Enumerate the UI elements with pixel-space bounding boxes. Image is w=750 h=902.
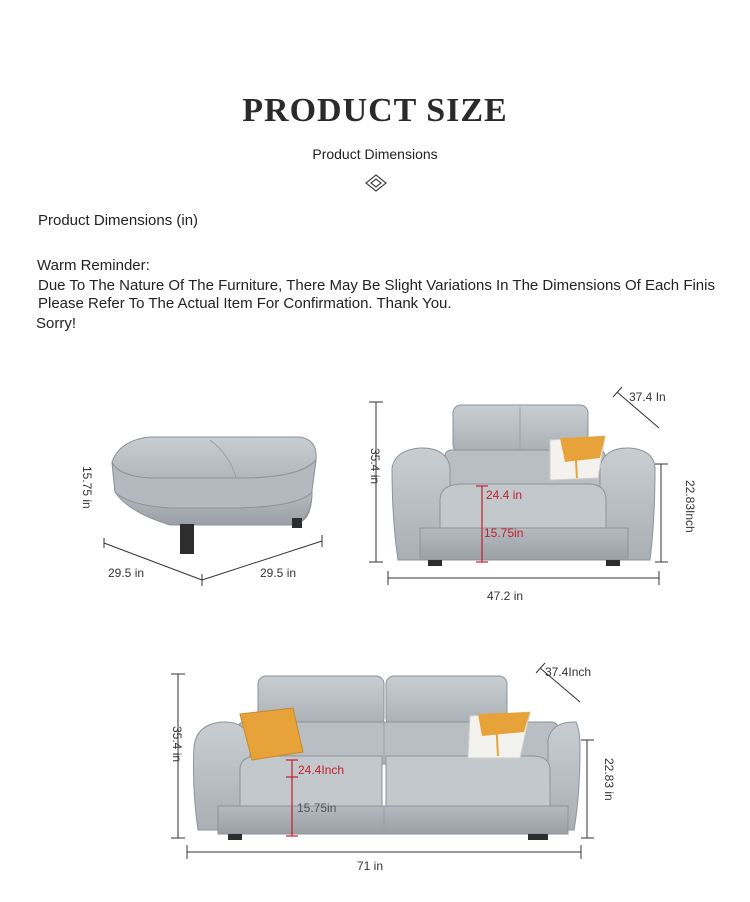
sofa-height-label: 35.4 in	[170, 726, 184, 763]
sofa-seat-height-label: 15.75in	[297, 801, 337, 815]
page-subtitle: Product Dimensions	[312, 146, 438, 162]
sofa-width-label: 71 in	[357, 859, 384, 873]
armchair-seat-height-label: 15.75in	[484, 526, 524, 540]
page-title: PRODUCT SIZE	[242, 92, 508, 129]
reminder-text-line-1: Due To The Nature Of The Furniture, There May Be Slight Variations In The Dimensions Of Each Finis	[38, 277, 715, 294]
sofa-depth-label: 37.4Inch	[545, 665, 592, 679]
sofa-seat-depth-label: 24.4Inch	[298, 763, 345, 777]
armchair-height-label: 35.4 in	[368, 448, 382, 485]
armchair-width-label: 47.2 in	[487, 589, 524, 603]
ottoman-illustration	[112, 437, 316, 554]
dimensions-unit-label: Product Dimensions (in)	[38, 212, 199, 229]
reminder-text-line-2: Please Refer To The Actual Item For Confirmation. Thank You.	[38, 295, 452, 312]
armchair-seat-depth-label: 24.4 in	[486, 488, 523, 502]
ottoman-height-label: 15.75 in	[80, 466, 94, 509]
reminder-closing: Sorry!	[36, 315, 77, 332]
ottoman-depth-label: 29.5 in	[260, 566, 297, 580]
armchair-depth-label: 37.4 In	[629, 390, 666, 404]
armchair-arm-height-label: 22.83Inch	[683, 480, 697, 533]
sofa-arm-height-label: 22.83 in	[602, 758, 616, 801]
ottoman-width-label: 29.5 in	[108, 566, 145, 580]
armchair-illustration	[392, 405, 655, 566]
reminder-title: Warm Reminder:	[37, 257, 150, 274]
sofa-illustration	[194, 676, 581, 840]
